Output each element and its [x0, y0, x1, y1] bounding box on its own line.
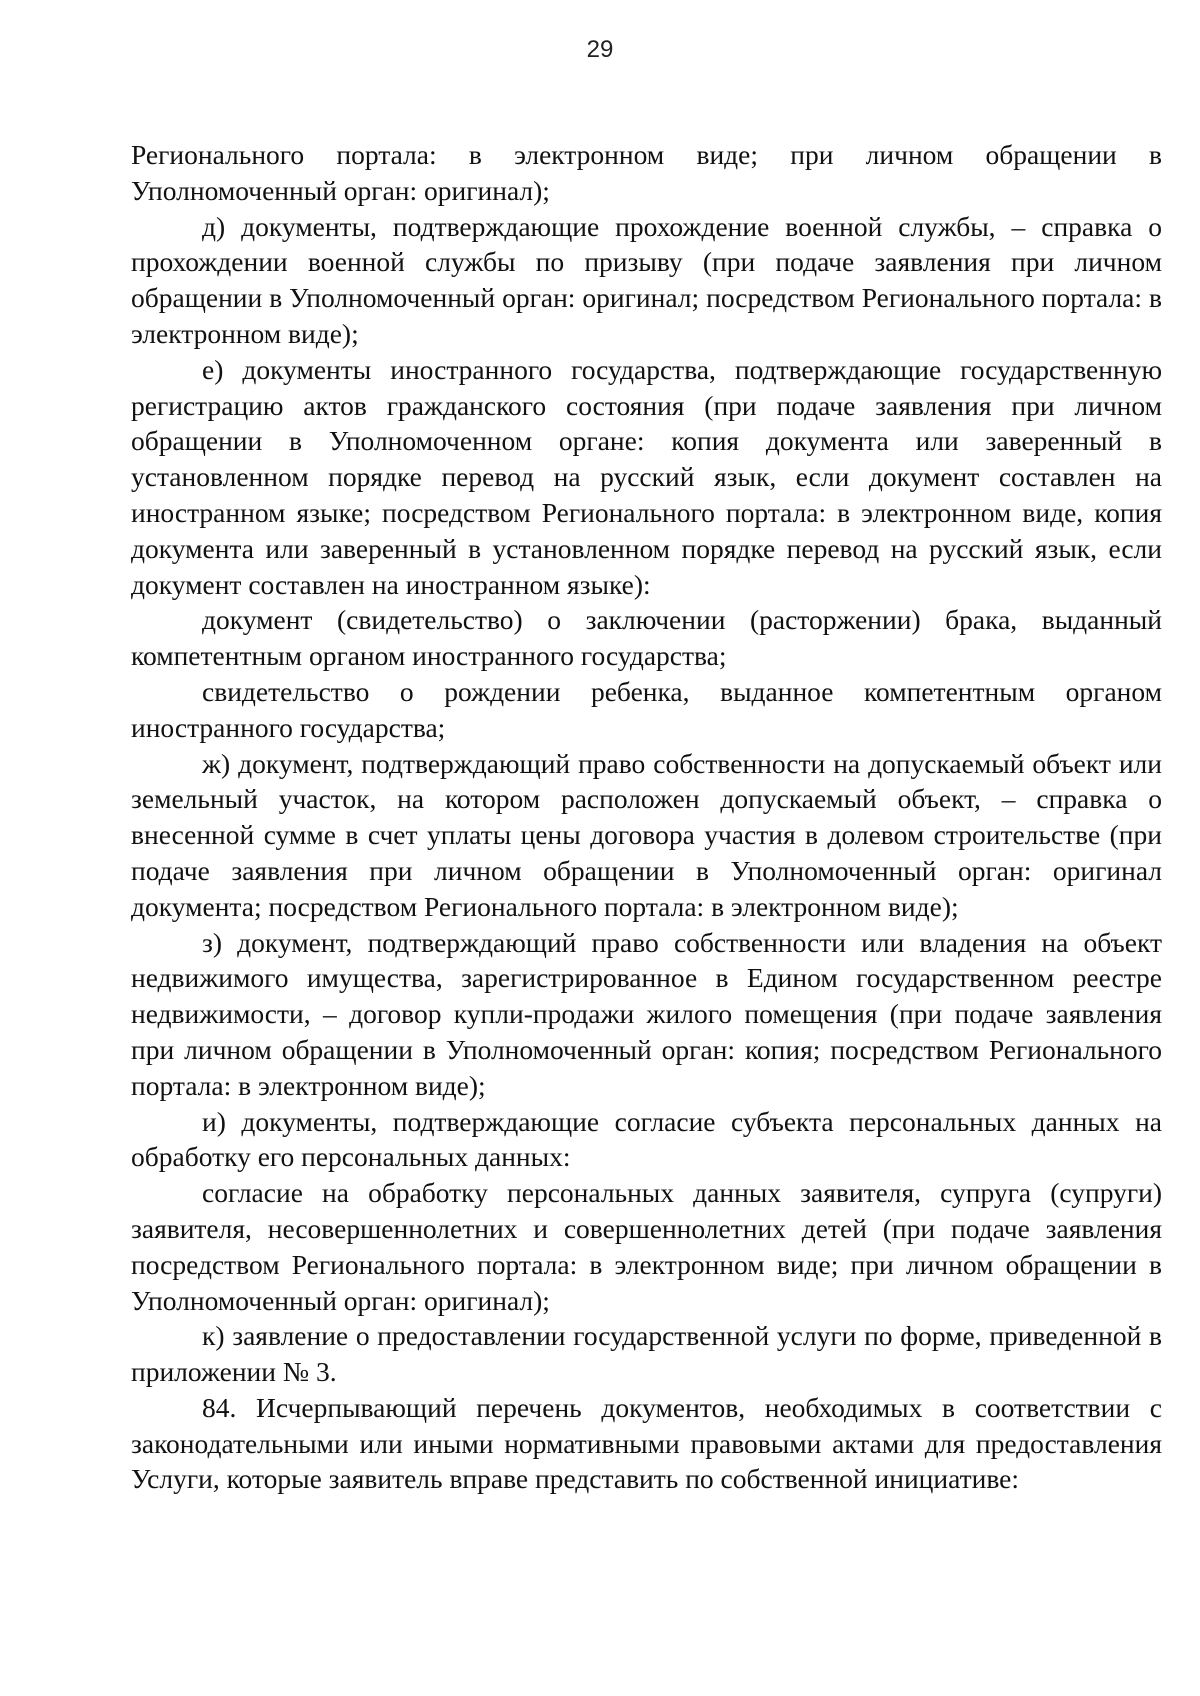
- paragraph: согласие на обработку персональных данных заявителя, супруга (супруги) заявителя, несовершеннолетних и совершеннолетних детей (при подаче заявления посредством Регионального портала: в электронном виде; при личном обращении в Уполномоченный орган: оригинал);: [131, 1177, 1162, 1316]
- paragraph: з) документ, подтверждающий право собственности или владения на объект недвижимого имущества, зарегистрированное в Едином государственном реестре недвижимости, – договор купли-продажи жилого помещения (при подаче заявления при личном обращении в Уполномоченный орган: копия; посредством Регионального портала: в электронном виде);: [131, 926, 1162, 1101]
- paragraph: Регионального портала: в электронном виде; при личном обращении в Уполномоченный орган: оригинал);: [131, 139, 1162, 206]
- paragraph: ж) документ, подтверждающий право собственности на допускаемый объект или земельный участок, на котором расположен допускаемый объект, – справка о внесенной сумме в счет уплаты цены договора участия в долевом строительстве (при подаче заявления при личном обращении в Уполномоченный орган: оригинал документа; посредством Регионального портала: в электронном виде);: [131, 747, 1162, 922]
- page-number: 29: [586, 36, 614, 63]
- paragraph: к) заявление о предоставлении государственной услуги по форме, приведенной в приложении № 3.: [131, 1320, 1162, 1388]
- paragraph: д) документы, подтверждающие прохождение военной службы, – справка о прохождении военной службы по призыву (при подаче заявления при личном обращении в Уполномоченный орган: оригинал; посредством Регионального портала: в электронном виде);: [131, 210, 1162, 349]
- paragraph: документ (свидетельство) о заключении (расторжении) брака, выданный компетентным органом иностранного государства;: [131, 604, 1162, 672]
- paragraph: и) документы, подтверждающие согласие субъекта персональных данных на обработку его персональных данных:: [131, 1105, 1162, 1173]
- paragraph: е) документы иностранного государства, подтверждающие государственную регистрацию актов гражданского состояния (при подаче заявления при личном обращении в Уполномоченном органе: копия документа или заверенный в установленном порядке перевод на русский язык, если документ составлен на иностранном языке; посредством Регионального портала: в электронном виде, копия документа или заверенный в установленном порядке перевод на русский язык, если документ составлен на иностранном языке):: [131, 353, 1162, 600]
- paragraph: 84. Исчерпывающий перечень документов, необходимых в соответствии с законодательными или иными нормативными правовыми актами для предоставления Услуги, которые заявитель вправе представить по собственной инициативе:: [131, 1391, 1162, 1495]
- document-body: [131, 137, 1162, 1497]
- paragraph: свидетельство о рождении ребенка, выданное компетентным органом иностранного государства;: [131, 675, 1162, 743]
